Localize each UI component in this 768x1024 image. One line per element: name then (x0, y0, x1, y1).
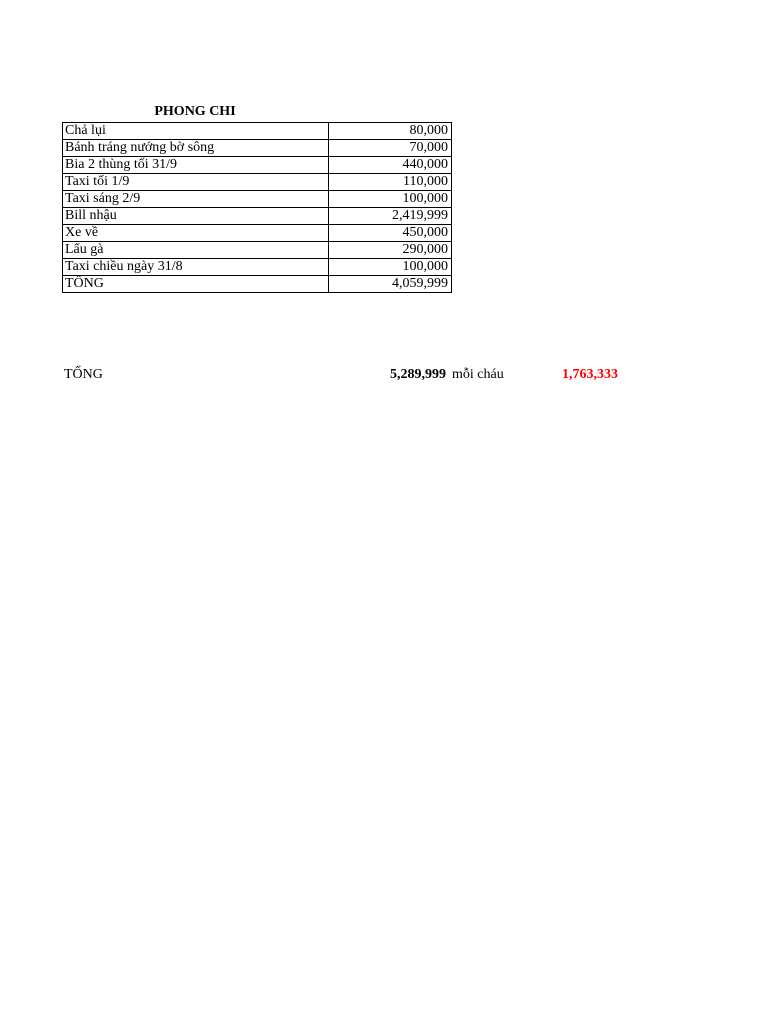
item-cell: Taxi tối 1/9 (63, 174, 329, 191)
summary-total-value: 5,289,999 (390, 367, 446, 382)
amount-cell: 4,059,999 (329, 276, 452, 293)
item-cell: Bia 2 thùng tối 31/9 (63, 157, 329, 174)
item-cell: Taxi sáng 2/9 (63, 191, 329, 208)
table-row (63, 259, 452, 276)
amount-cell: 100,000 (329, 191, 452, 208)
per-person-label: mỗi cháu (452, 367, 504, 382)
summary-total-label: TỔNG (64, 367, 103, 382)
amount-cell: 450,000 (329, 225, 452, 242)
table-row (63, 242, 452, 259)
expense-table (62, 122, 452, 293)
item-cell: Lẩu gà (63, 242, 329, 259)
table-row (63, 225, 452, 242)
amount-cell: 80,000 (329, 123, 452, 140)
expense-table-body (63, 123, 452, 293)
table-row (63, 157, 452, 174)
table-row (63, 123, 452, 140)
table-row (63, 191, 452, 208)
item-cell: TỔNG (63, 276, 329, 293)
table-total-row (63, 276, 452, 293)
table-row (63, 140, 452, 157)
sheet-title: PHONG CHI (154, 104, 236, 119)
amount-cell: 440,000 (329, 157, 452, 174)
amount-cell: 100,000 (329, 259, 452, 276)
table-row (63, 174, 452, 191)
item-cell: Chả lụi (63, 123, 329, 140)
item-cell: Bill nhậu (63, 208, 329, 225)
table-row (63, 208, 452, 225)
amount-cell: 70,000 (329, 140, 452, 157)
per-person-value: 1,763,333 (562, 367, 618, 382)
amount-cell: 2,419,999 (329, 208, 452, 225)
item-cell: Xe về (63, 225, 329, 242)
amount-cell: 110,000 (329, 174, 452, 191)
item-cell: Taxi chiều ngày 31/8 (63, 259, 329, 276)
amount-cell: 290,000 (329, 242, 452, 259)
item-cell: Bánh tráng nướng bờ sông (63, 140, 329, 157)
